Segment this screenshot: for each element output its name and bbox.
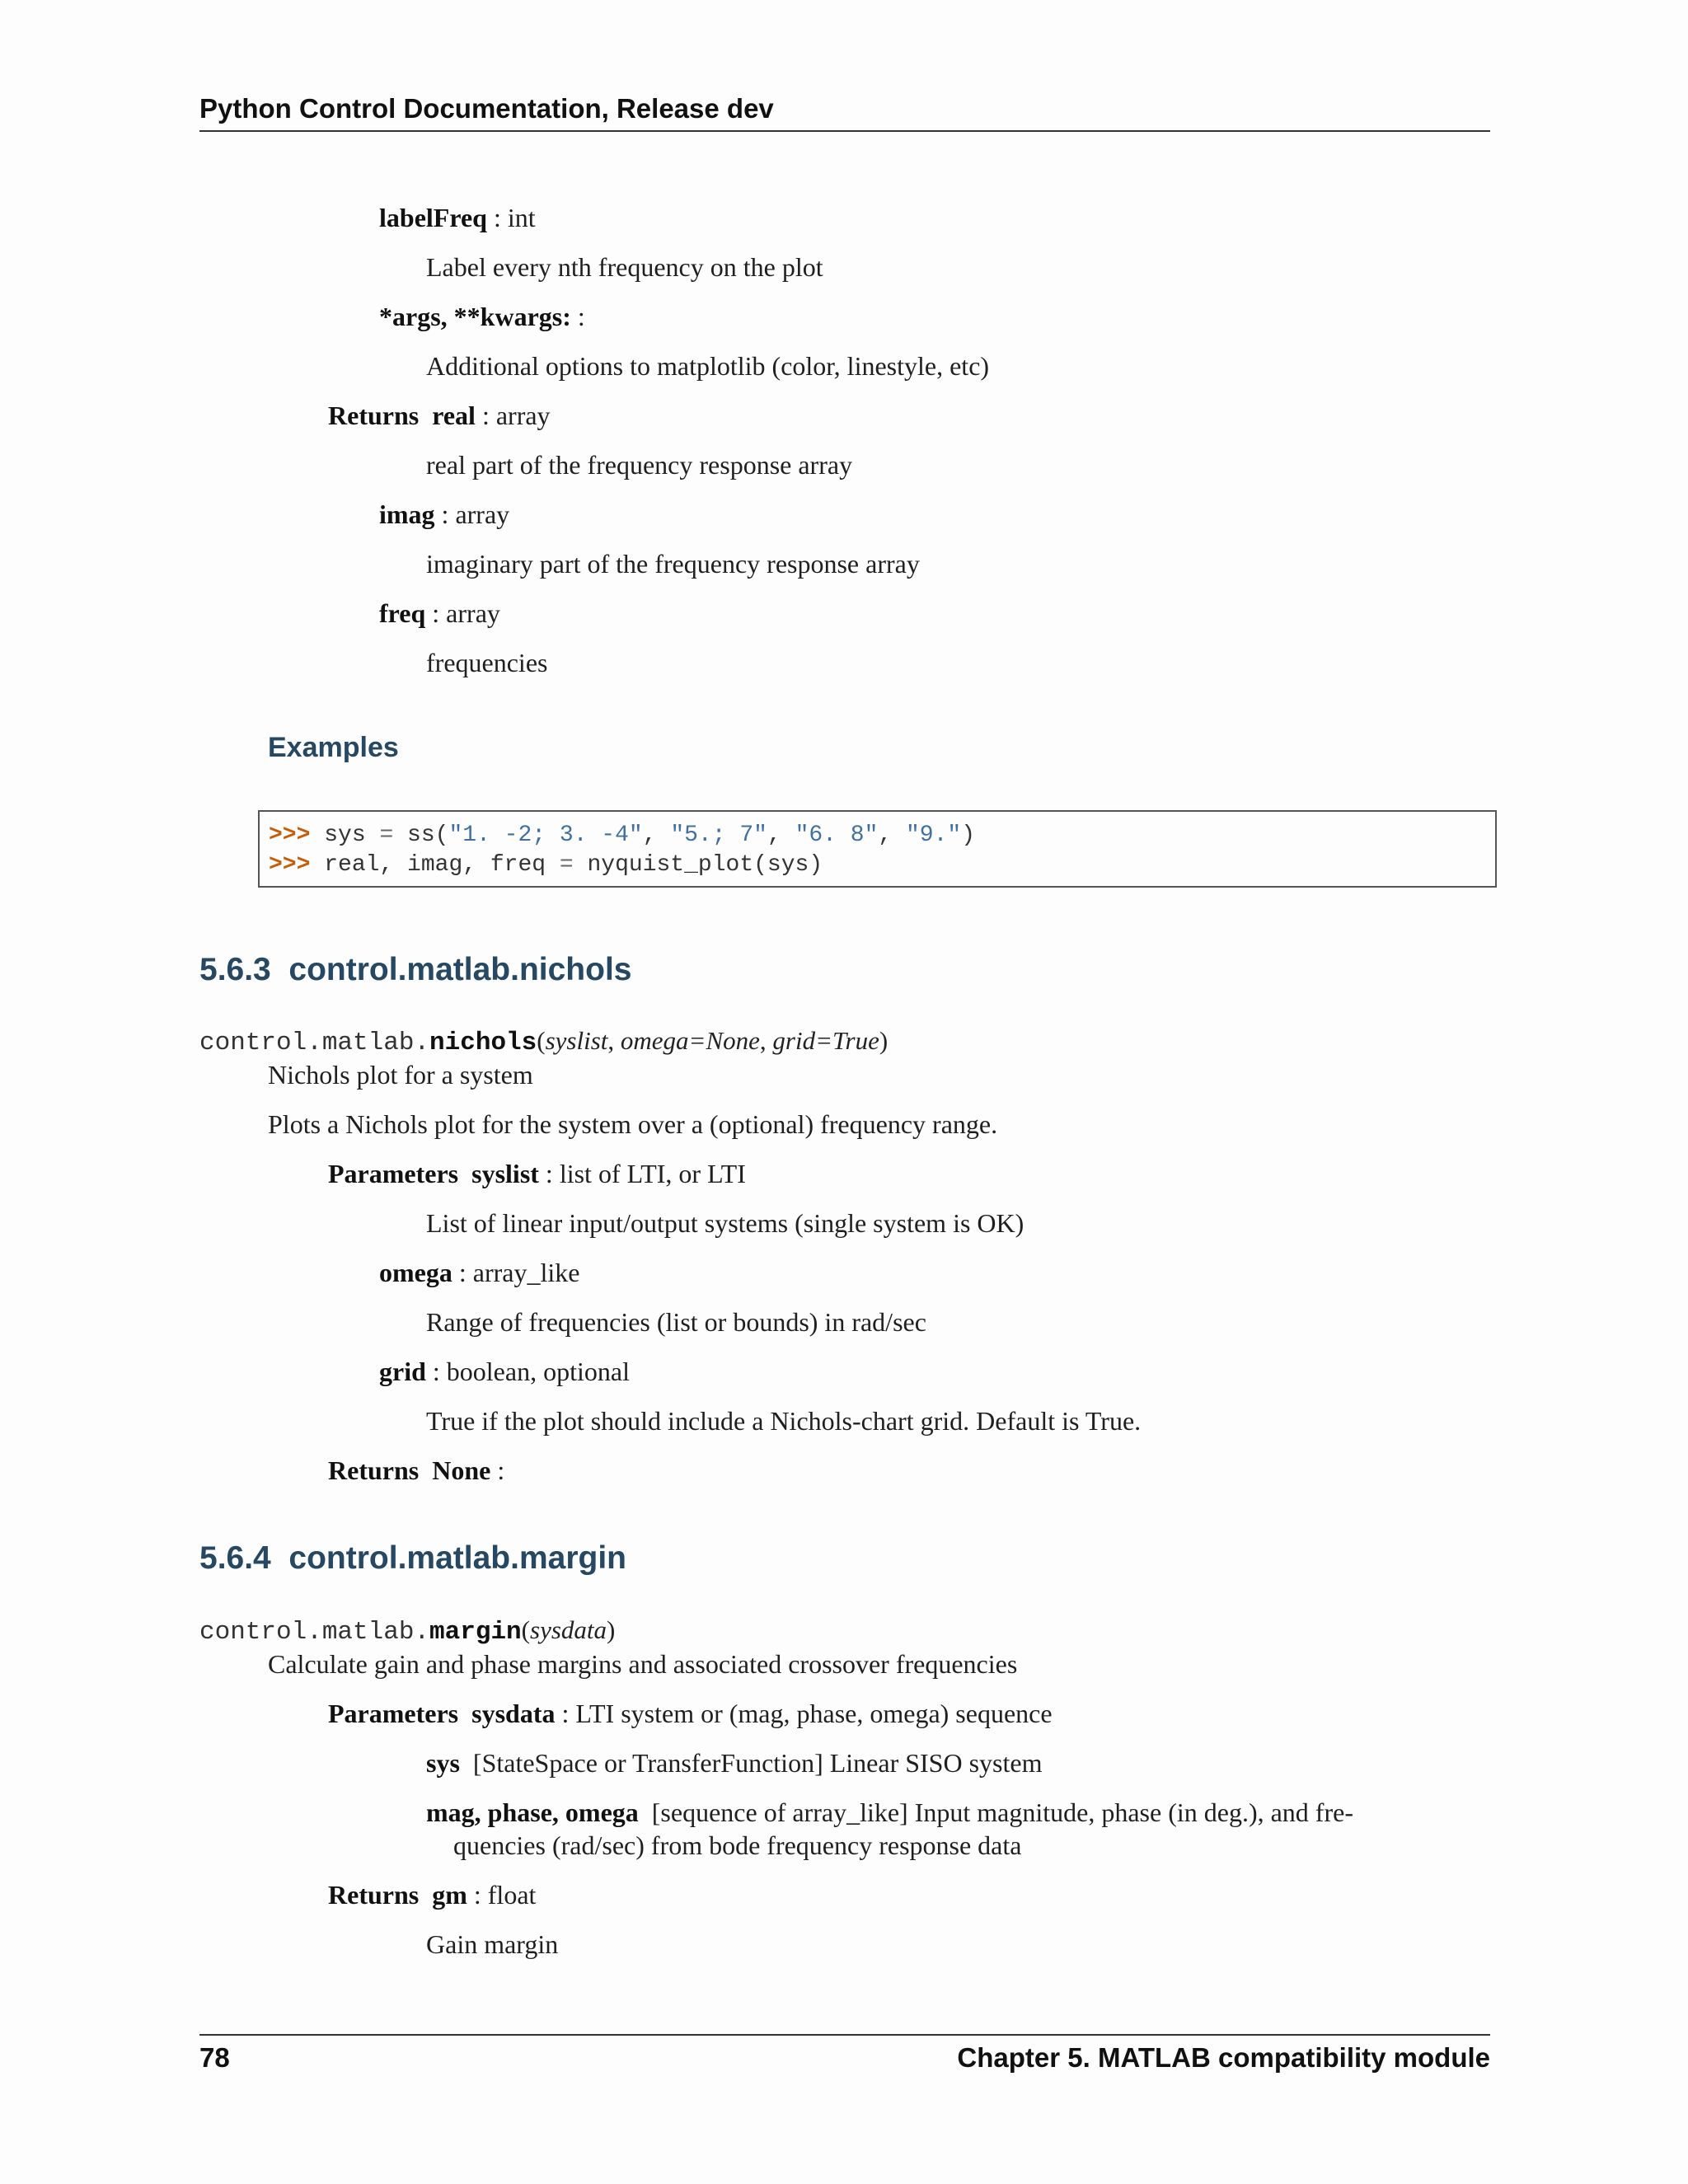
code-line-1: [269, 822, 975, 850]
section-title: control.matlab.margin: [288, 1540, 626, 1576]
return-type: : float: [467, 1880, 537, 1910]
return-desc: frequencies: [426, 648, 548, 677]
code-example-box: [258, 810, 1497, 888]
sig-param: grid=True: [772, 1026, 879, 1055]
param-name: omega: [379, 1258, 452, 1287]
param-type: : array_like: [452, 1258, 580, 1287]
param-desc-continued: quencies (rad/sec) from bode frequency response data: [453, 1830, 1022, 1860]
param-name: labelFreq: [379, 203, 487, 232]
param-type: : int: [486, 203, 536, 232]
sig-function-name: margin: [429, 1618, 522, 1647]
param-desc: [StateSpace or TransferFunction] Linear SISO system: [472, 1748, 1043, 1778]
param-name: grid: [379, 1357, 426, 1386]
code-token: ,: [642, 823, 671, 848]
sig-module: control.matlab.: [199, 1618, 430, 1647]
code-token: ss(: [393, 823, 449, 848]
running-header-title: Python Control Documentation, Release dev: [199, 93, 774, 124]
param-name: sysdata: [471, 1699, 556, 1728]
code-token: ,: [767, 823, 795, 848]
return-name: imag: [379, 499, 435, 529]
param-desc: Range of frequencies (list or bounds) in rad/sec: [426, 1307, 926, 1337]
return-type: : array: [425, 598, 500, 628]
param-grid: [379, 1355, 630, 1388]
returns-label: Returns: [328, 401, 420, 430]
sig-paren: ): [879, 1026, 889, 1055]
param-type: : list of LTI, or LTI: [538, 1159, 746, 1188]
return-name: freq: [379, 598, 426, 628]
section-title: control.matlab.nichols: [288, 952, 632, 987]
code-prompt: >>>: [269, 852, 311, 878]
param-type: :: [570, 302, 585, 331]
returns-label: Returns: [328, 1880, 420, 1910]
params-label: Parameters: [328, 1159, 459, 1188]
param-name: mag, phase, omega: [426, 1797, 639, 1827]
page-number: 78: [199, 2042, 230, 2073]
returns-gm: [328, 1878, 536, 1911]
param-omega: [379, 1256, 579, 1289]
function-signature-margin: [199, 1615, 615, 1647]
code-operator: =: [379, 823, 394, 848]
return-type: :: [490, 1455, 505, 1485]
param-name: sys: [426, 1748, 460, 1778]
header-rule: [199, 130, 1490, 132]
sig-function-name: nichols: [429, 1029, 537, 1057]
param-syslist: [328, 1157, 746, 1190]
sig-param: sysdata: [530, 1615, 607, 1644]
sig-module: control.matlab.: [199, 1029, 430, 1057]
sig-paren: (: [521, 1615, 530, 1644]
return-name: gm: [432, 1880, 467, 1910]
param-desc: Additional options to matplotlib (color, linestyle, etc): [426, 351, 990, 381]
code-prompt: >>>: [269, 823, 311, 848]
return-type: : array: [434, 499, 510, 529]
code-string: "1. -2; 3. -4": [448, 823, 643, 848]
sig-sep: ,: [607, 1026, 621, 1055]
param-sys: [426, 1746, 1042, 1779]
section-number: 5.6.4: [199, 1540, 271, 1576]
return-name: real: [432, 401, 476, 430]
code-string: "5.; 7": [670, 823, 767, 848]
param-type: : boolean, optional: [425, 1357, 630, 1386]
sig-paren: ): [607, 1615, 616, 1644]
returns-real: [328, 399, 551, 432]
function-summary: Nichols plot for a system: [268, 1060, 533, 1090]
params-label: Parameters: [328, 1699, 459, 1728]
section-number: 5.6.3: [199, 952, 271, 987]
param-desc: [sequence of array_like] Input magnitude, phase (in deg.), and fre-: [651, 1797, 1353, 1827]
code-token: sys: [310, 823, 380, 848]
footer-rule: [199, 2034, 1490, 2036]
param-mag-phase-omega: [426, 1796, 1353, 1829]
return-name: None: [432, 1455, 491, 1485]
examples-heading: Examples: [268, 732, 399, 763]
param-desc: True if the plot should include a Nichols-chart grid. Default is True.: [426, 1406, 1142, 1436]
function-description: Plots a Nichols plot for the system over a (optional) frequency range.: [268, 1109, 998, 1139]
return-desc: imaginary part of the frequency response array: [426, 549, 920, 579]
code-token: nyquist_plot(sys): [573, 852, 823, 878]
code-string: "9.": [906, 823, 962, 848]
param-args-kwargs: [379, 300, 585, 333]
code-token: ,: [878, 823, 906, 848]
param-name: *args, **kwargs:: [379, 302, 571, 331]
param-desc: List of linear input/output systems (single system is OK): [426, 1208, 1025, 1238]
sig-paren: (: [537, 1026, 546, 1055]
sig-sep: ,: [759, 1026, 773, 1055]
return-imag: [379, 498, 509, 531]
code-token: ): [961, 823, 976, 848]
chapter-title: Chapter 5. MATLAB compatibility module: [957, 2042, 1490, 2073]
function-summary: Calculate gain and phase margins and associated crossover frequencies: [268, 1649, 1018, 1679]
code-string: "6. 8": [795, 823, 879, 848]
section-heading-nichols: [199, 952, 631, 988]
code-line-2: [269, 851, 823, 879]
param-sysdata: [328, 1697, 1053, 1730]
return-freq: [379, 597, 500, 630]
param-type: : LTI system or (mag, phase, omega) sequence: [555, 1699, 1053, 1728]
param-name: syslist: [471, 1159, 539, 1188]
returns-label: Returns: [328, 1455, 420, 1485]
return-desc: real part of the frequency response array: [426, 450, 853, 480]
code-operator: =: [559, 852, 574, 878]
param-desc: Label every nth frequency on the plot: [426, 252, 823, 282]
sig-param: syslist: [545, 1026, 608, 1055]
returns-none: [328, 1454, 504, 1487]
return-type: : array: [475, 401, 551, 430]
sig-param: omega=None: [620, 1026, 760, 1055]
return-desc: Gain margin: [426, 1929, 559, 1959]
function-signature-nichols: [199, 1026, 888, 1057]
param-labelfreq: [379, 201, 536, 234]
code-token: real, imag, freq: [310, 852, 560, 878]
section-heading-margin: [199, 1540, 626, 1577]
